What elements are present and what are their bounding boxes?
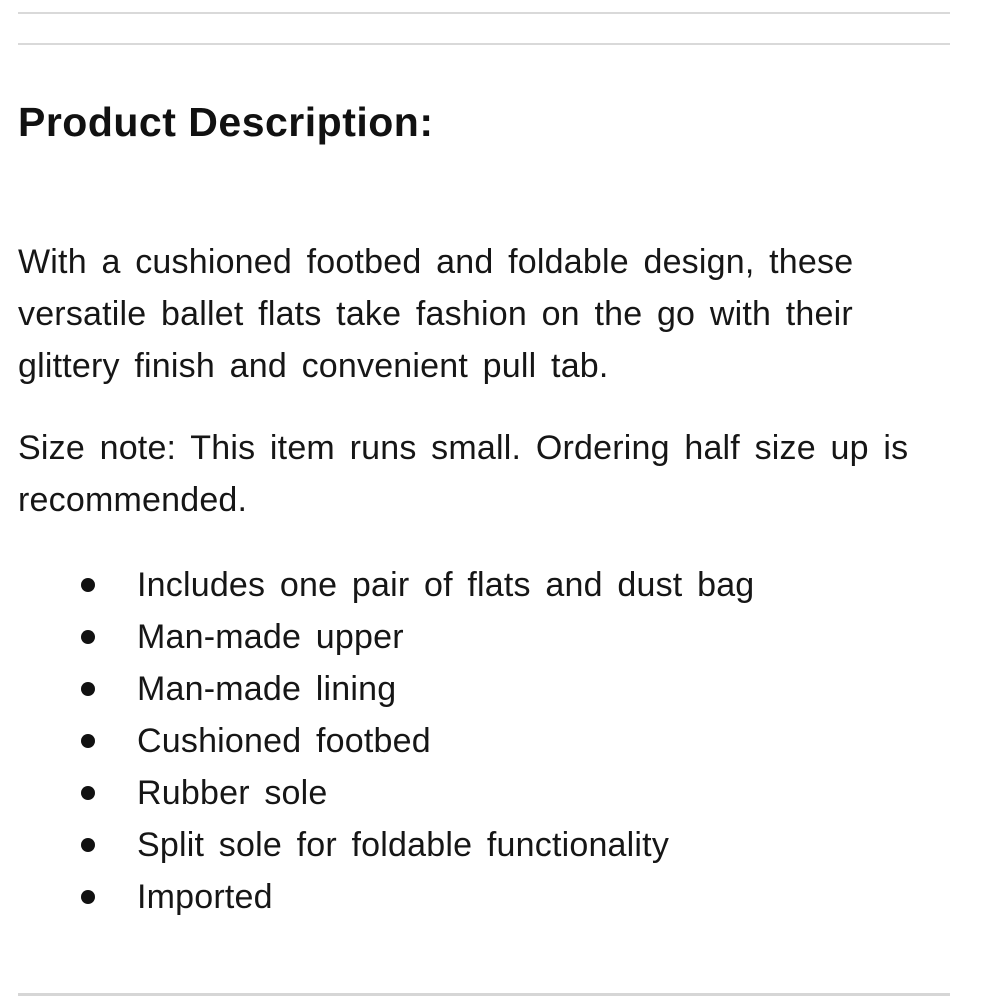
list-item [18,715,948,767]
description-intro-paragraph: With a cushioned footbed and foldable design, these versatile ballet flats take fashion on the go with their glittery finish and convenient pull tab. [18,243,854,385]
bullet-icon [81,734,95,748]
bullet-icon [81,890,95,904]
list-item [18,871,948,923]
list-item-label: Imported [137,878,273,916]
product-description-section [0,12,1000,1000]
bullet-icon [81,578,95,592]
list-item-label: Man-made upper [137,618,404,656]
list-item [18,559,948,611]
list-item [18,767,948,819]
list-item-label: Includes one pair of flats and dust bag [137,566,755,604]
list-item-label: Cushioned footbed [137,722,431,760]
top-divider-1 [18,12,950,14]
size-note-paragraph: Size note: This item runs small. Ordering half size up is recommended. [18,429,909,519]
list-item [18,611,948,663]
list-item-label: Man-made lining [137,670,397,708]
bullet-icon [81,682,95,696]
top-divider-2 [18,43,950,45]
bullet-icon [81,838,95,852]
section-title: Product Description: [18,99,434,145]
bullet-icon [81,630,95,644]
bottom-divider [18,993,950,996]
list-item [18,663,948,715]
list-item-label: Rubber sole [137,774,328,812]
list-item-label: Split sole for foldable functionality [137,826,670,864]
description-content [0,97,1000,923]
bullet-icon [81,786,95,800]
list-item [18,819,948,871]
feature-list [18,559,948,923]
